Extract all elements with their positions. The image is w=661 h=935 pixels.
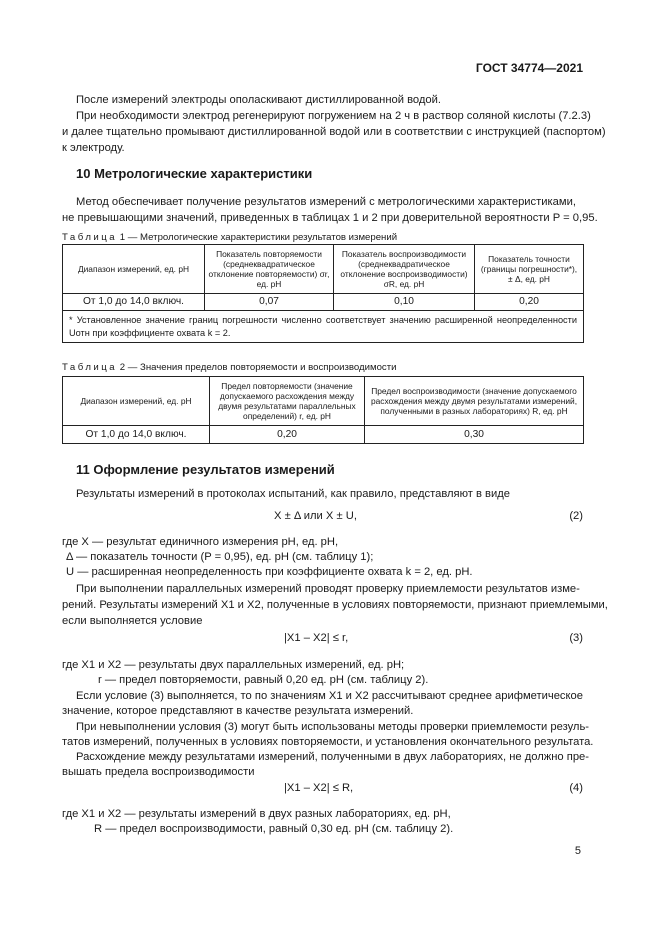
table-caption-word: Таблица <box>62 232 118 243</box>
paragraph: не превышающими значений, приведенных в таблицах 1 и 2 при доверительной вероятности P = 0,95. <box>62 212 598 224</box>
paragraph: Метод обеспечивает получение результатов измерений с метрологическими характеристиками, <box>76 196 576 208</box>
definition: где X1 и X2 — результаты измерений в двух разных лабораториях, ед. pH, <box>62 808 451 820</box>
table-footnote: * Установленное значение границ погрешности численно соответствует значению расширенной неопределенности Uотн при коэффициенте охвата k = 2. <box>63 311 584 343</box>
standard-number: ГОСТ 34774—2021 <box>475 61 583 75</box>
limits-table <box>62 376 584 444</box>
paragraph: При невыполнении условия (3) могут быть использованы методы проверки приемлемости резуль- <box>76 721 590 733</box>
definition: Δ — показатель точности (P = 0,95), ед. pH (см. таблицу 1); <box>66 551 374 563</box>
paragraph: Результаты измерений в протоколах испытаний, как правило, представляют в виде <box>76 488 510 500</box>
paragraph: значение, которое представляют в качестве результата измерений. <box>62 705 414 717</box>
table-cell: 0,30 <box>365 426 584 444</box>
table-header: Предел повторяемости (значение допускаемого расхождения между двумя результатами параллельных определений) r, ед. pH <box>210 377 365 426</box>
definition: где X — результат единичного измерения pH, ед. pH, <box>62 536 339 548</box>
equation-number: (4) <box>569 782 583 794</box>
table-header: Показатель воспроизводимости (среднеквадратическое отклонение воспроизводимости) σR, ед. pH <box>334 245 475 294</box>
paragraph: рений. Результаты измерений X1 и X2, полученные в условиях повторяемости, признают приемлемыми, <box>62 599 608 611</box>
equation-2: X ± Δ или X ± U, <box>274 510 357 522</box>
table-cell: 0,10 <box>334 294 475 311</box>
table-caption-text: 2 — Значения пределов повторяемости и воспроизводимости <box>119 362 397 373</box>
table-cell: От 1,0 до 14,0 включ. <box>63 426 210 444</box>
equation-number: (2) <box>569 510 583 522</box>
definition: r — предел повторяемости, равный 0,20 ед. pH (см. таблицу 2). <box>98 674 429 686</box>
table-cell: От 1,0 до 14,0 включ. <box>63 294 205 311</box>
paragraph: Если условие (3) выполняется, то по значениям X1 и X2 рассчитывают среднее арифметическое <box>76 690 583 702</box>
paragraph: если выполняется условие <box>62 615 203 627</box>
table-header: Диапазон измерений, ед. pH <box>63 245 205 294</box>
table-cell: 0,07 <box>205 294 334 311</box>
paragraph: и далее тщательно промывают дистиллированной водой или в соответствии с инструкцией (паспортом) <box>62 126 606 138</box>
table-caption-text: 1 — Метрологические характеристики результатов измерений <box>119 232 398 243</box>
metrology-table <box>62 244 584 343</box>
paragraph: вышать предела воспроизводимости <box>62 766 255 778</box>
paragraph: Расхождение между результатами измерений, полученными в двух лабораториях, не должно пре- <box>76 751 589 763</box>
paragraph: После измерений электроды ополаскивают дистиллированной водой. <box>76 94 441 106</box>
table-cell: 0,20 <box>210 426 365 444</box>
section-heading: 11 Оформление результатов измерений <box>76 462 335 477</box>
definition: где X1 и X2 — результаты двух параллельных измерений, ед. pH; <box>62 659 405 671</box>
paragraph: При необходимости электрод регенерируют погружением на 2 ч в раствор соляной кислоты (7.2.3) <box>76 110 591 122</box>
table-cell: 0,20 <box>475 294 584 311</box>
equation-3: |X1 – X2| ≤ r, <box>284 632 349 644</box>
table-caption-word: Таблица <box>62 362 118 373</box>
equation-4: |X1 – X2| ≤ R, <box>284 782 354 794</box>
table-header: Предел воспроизводимости (значение допускаемого расхождения между двумя результатами измерений, полученными в разных лабораториях) R, ед. pH <box>365 377 584 426</box>
table-header: Диапазон измерений, ед. pH <box>63 377 210 426</box>
page-number: 5 <box>574 845 581 857</box>
definition: U — расширенная неопределенность при коэффициенте охвата k = 2, ед. pH. <box>66 566 473 578</box>
paragraph: татов измерений, полученных в условиях повторяемости, и установления окончательного результата. <box>62 736 594 748</box>
section-heading: 10 Метрологические характеристики <box>76 166 313 181</box>
definition: R — предел воспроизводимости, равный 0,30 ед. pH (см. таблицу 2). <box>94 823 454 835</box>
table-caption <box>62 232 397 243</box>
paragraph: к электроду. <box>62 142 125 154</box>
table-header: Показатель точности (границы погрешности*), ± Δ, ед. pH <box>475 245 584 294</box>
table-caption <box>62 362 396 373</box>
equation-number: (3) <box>569 632 583 644</box>
table-header: Показатель повторяемости (среднеквадратическое отклонение повторяемости) σr, ед. pH <box>205 245 334 294</box>
paragraph: При выполнении параллельных измерений проводят проверку приемлемости результатов изме- <box>76 583 580 595</box>
